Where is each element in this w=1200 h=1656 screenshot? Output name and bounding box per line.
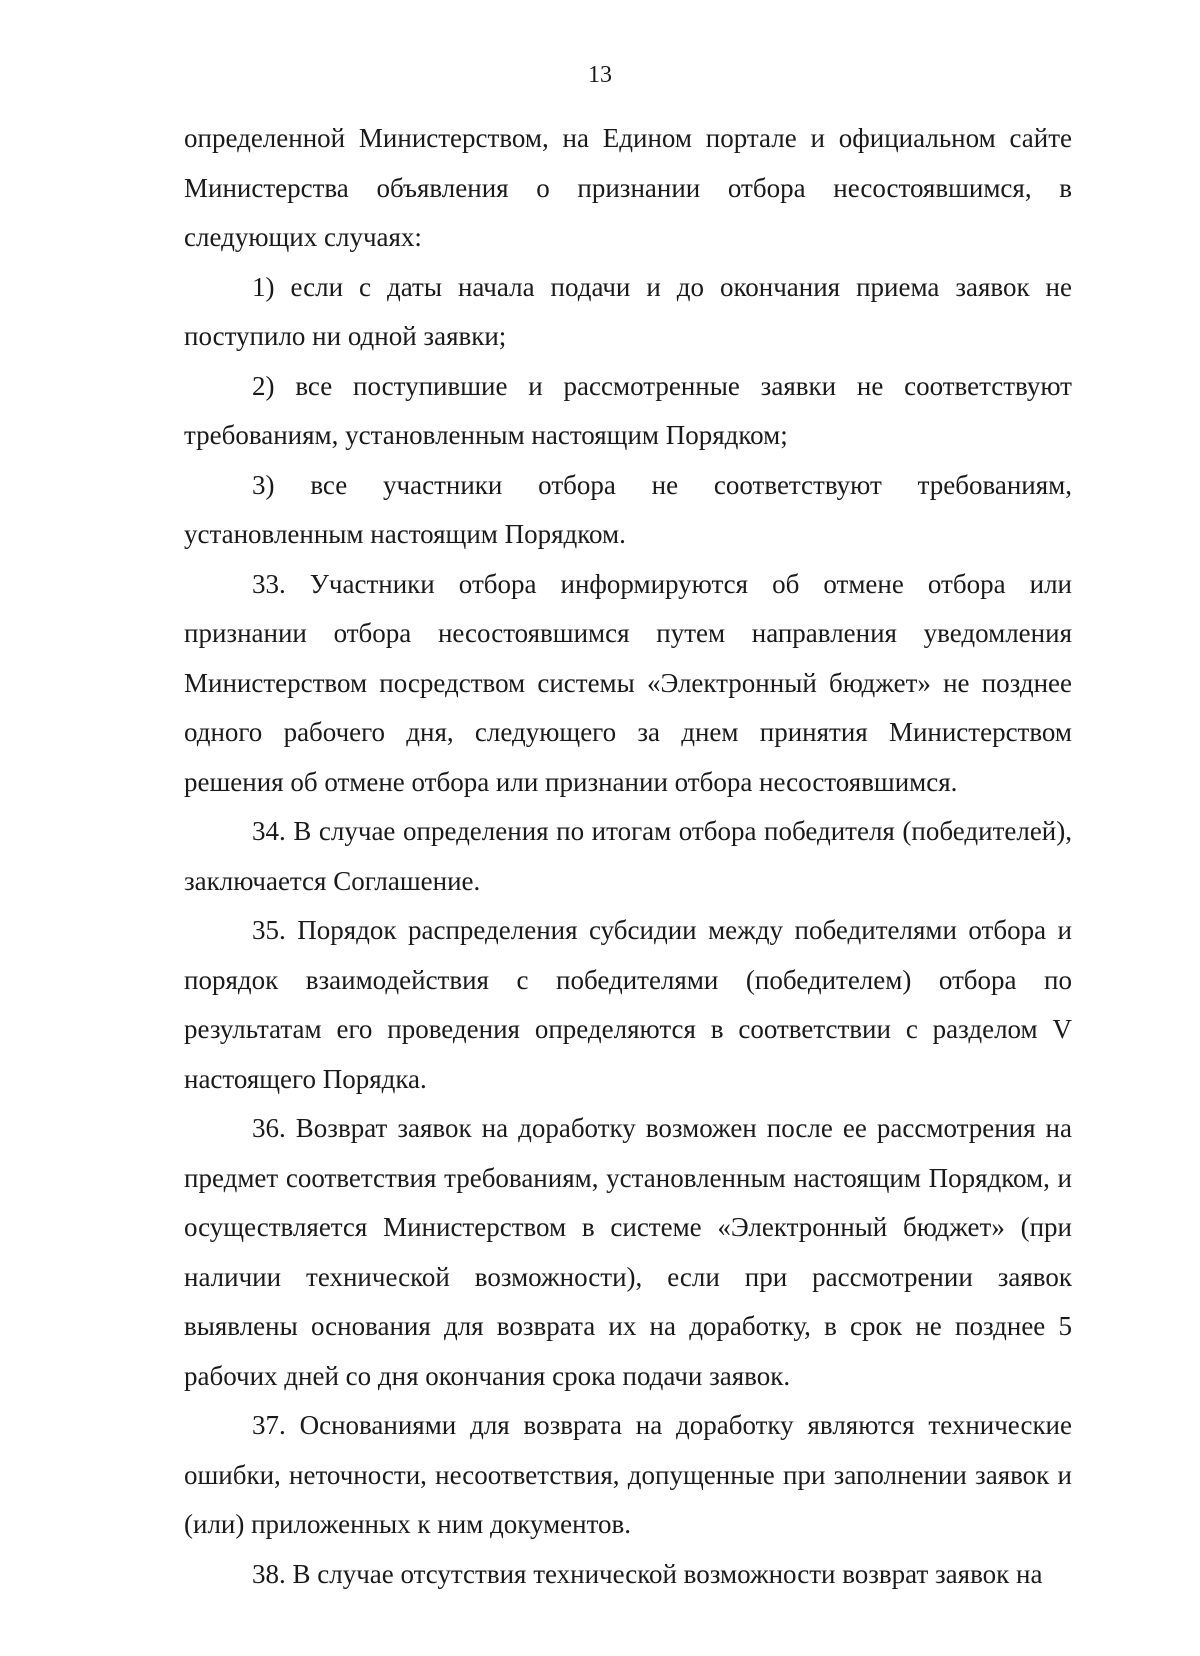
paragraph-continuation: определенной Министерством, на Едином портале и официальном сайте Министерства объявления о признании отбора несостоявшимся, в следующих случаях: — [184, 123, 1072, 252]
clause-34: 34. В случае определения по итогам отбора победителя (победителей), заключается Соглашение. — [184, 816, 1072, 896]
list-item-2: 2) все поступившие и рассмотренные заявки не соответствуют требованиям, установленным настоящим Порядком; — [184, 370, 1072, 450]
clause-38: 38. В случае отсутствия технической возможности возврат заявок на — [252, 1558, 1043, 1589]
document-body — [184, 114, 1072, 1599]
list-item-3: 3) все участники отбора не соответствуют требованиям, установленным настоящим Порядком. — [184, 469, 1072, 549]
clause-33: 33. Участники отбора информируются об отмене отбора или признании отбора несостоявшимся путем направления уведомления Министерством посредством системы «Электронный бюджет» не позднее одного рабочего дня, следующего за днем принятия Министерством решения об отмене отбора или признании отбора несостоявшимся. — [184, 568, 1072, 797]
list-item-1: 1) если с даты начала подачи и до окончания приема заявок не поступило ни одной заявки; — [184, 271, 1072, 351]
clause-35: 35. Порядок распределения субсидии между победителями отбора и порядок взаимодействия с победителями (победителем) отбора по результатам его проведения определяются в соответствии с разделом V настоящего Порядка. — [184, 915, 1072, 1094]
clause-37: 37. Основаниями для возврата на доработку являются технические ошибки, неточности, несоответствия, допущенные при заполнении заявок и (или) приложенных к ним документов. — [184, 1410, 1072, 1539]
clause-36: 36. Возврат заявок на доработку возможен после ее рассмотрения на предмет соответствия требованиям, установленным настоящим Порядком, и осуществляется Министерством в системе «Электронный бюджет» (при наличии технической возможности), если при рассмотрении заявок выявлены основания для возврата их на доработку, в срок не позднее 5 рабочих дней со дня окончания срока подачи заявок. — [184, 1113, 1072, 1391]
page-number: 13 — [588, 62, 612, 88]
